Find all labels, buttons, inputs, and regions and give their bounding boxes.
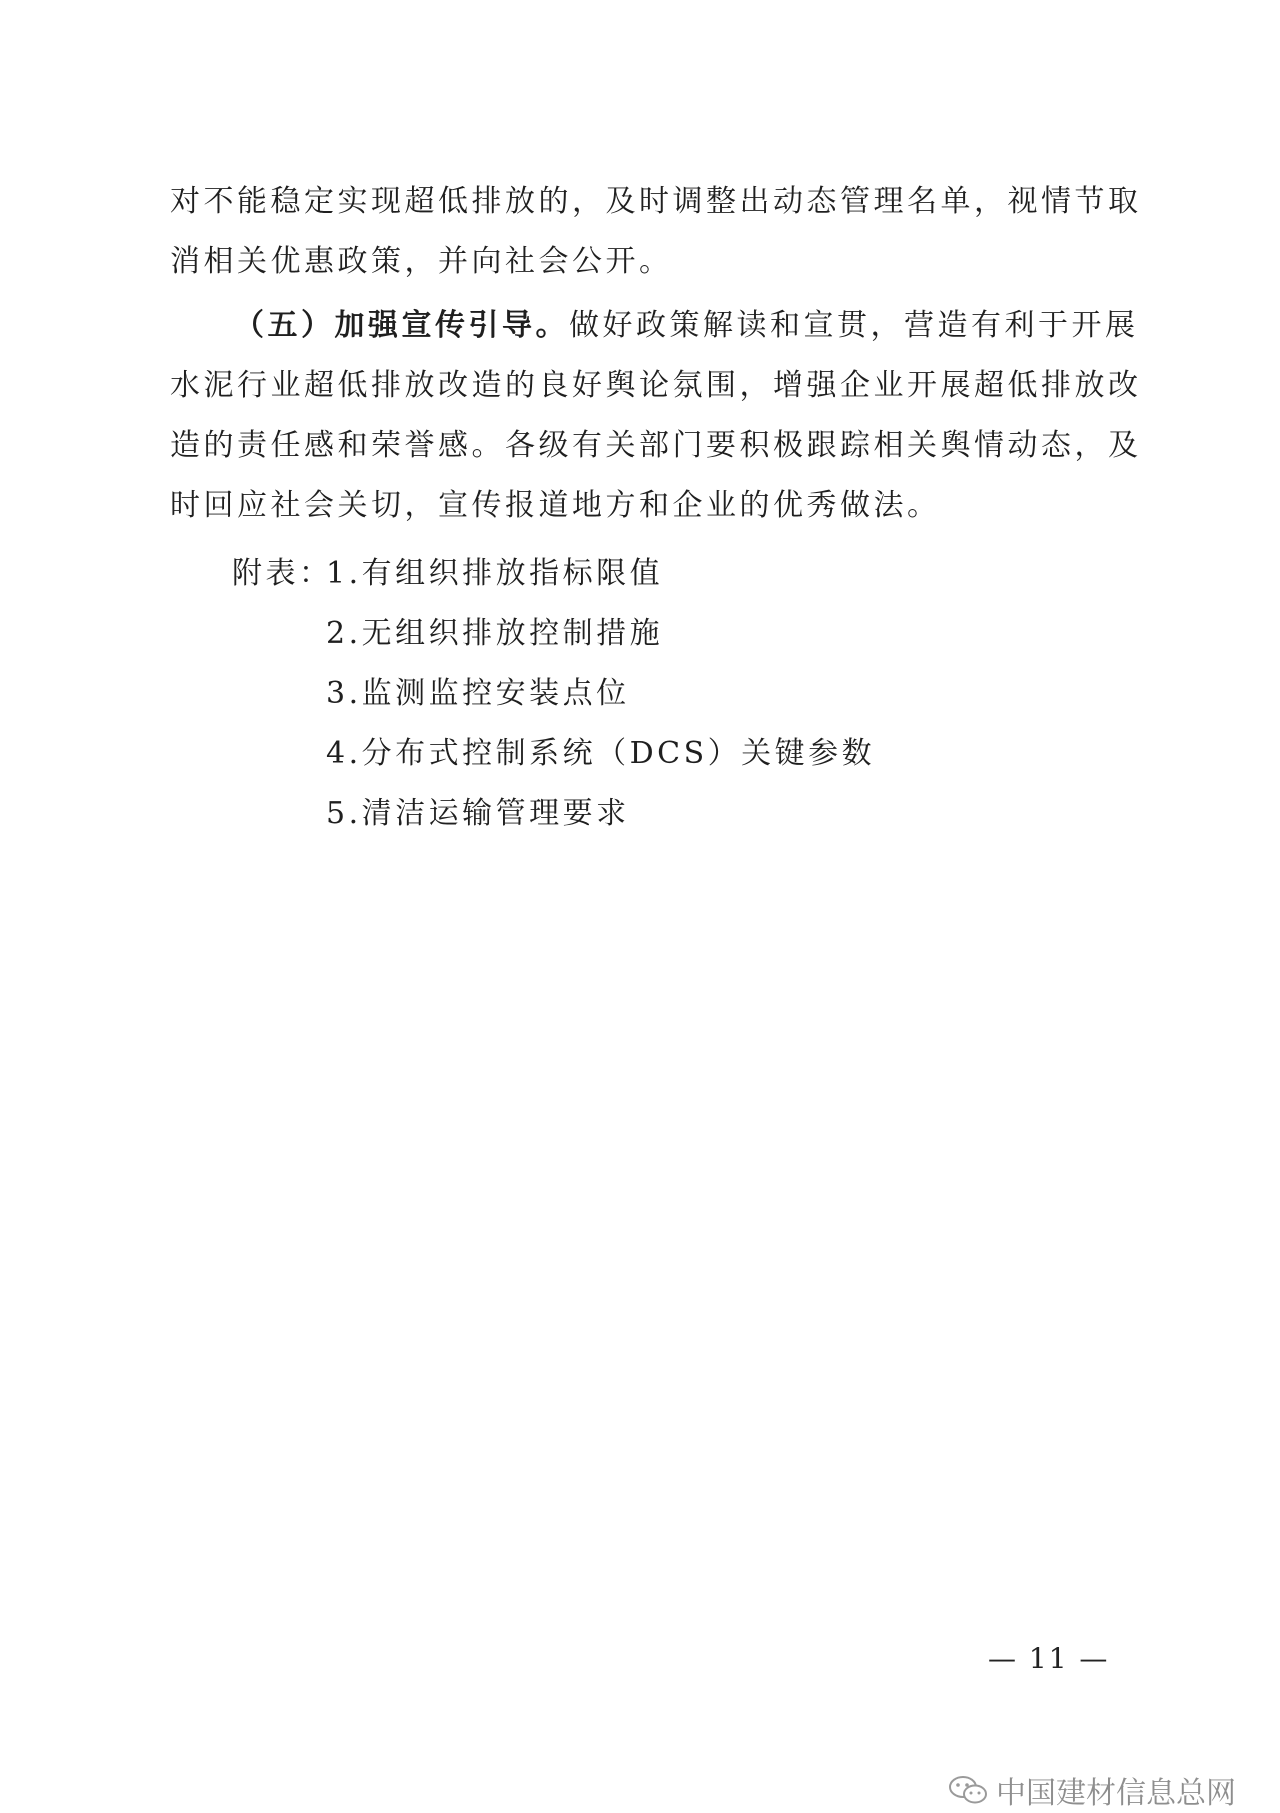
body-paragraph [170, 172, 1142, 292]
paragraph-line: 水泥行业超低排放改造的良好舆论氛围，增强企业开展超低排放改 [170, 368, 1142, 403]
attachments-label: 附表： [232, 556, 333, 591]
attachment-item: 1.有组织排放指标限值 [326, 556, 664, 591]
paragraph-line: 时回应社会关切，宣传报道地方和企业的优秀做法。 [170, 488, 941, 523]
wechat-icon [948, 1775, 988, 1805]
section-heading: （五）加强宣传引导。 [234, 308, 569, 343]
paragraph-line: 对不能稳定实现超低排放的，及时调整出动态管理名单，视情节取 [170, 184, 1142, 219]
page-number: — 11 — [988, 1642, 1110, 1675]
section-first-line [170, 296, 1139, 356]
paragraph-line: 消相关优惠政策，并向社会公开。 [170, 244, 673, 279]
paragraph-line: 造的责任感和荣誉感。各级有关部门要积极跟踪相关舆情动态，及 [170, 428, 1142, 463]
watermark [948, 1768, 1236, 1812]
section-text: 做好政策解读和宣贯，营造有利于开展 [569, 308, 1139, 343]
attachment-item: 4.分布式控制系统（DCS）关键参数 [326, 736, 876, 771]
attachment-item: 3.监测监控安装点位 [326, 676, 630, 711]
attachment-item: 5.清洁运输管理要求 [326, 796, 630, 831]
watermark-text: 中国建材信息总网 [996, 1776, 1236, 1811]
section-paragraph [170, 296, 1142, 536]
attachment-item: 2.无组织排放控制措施 [326, 616, 664, 651]
